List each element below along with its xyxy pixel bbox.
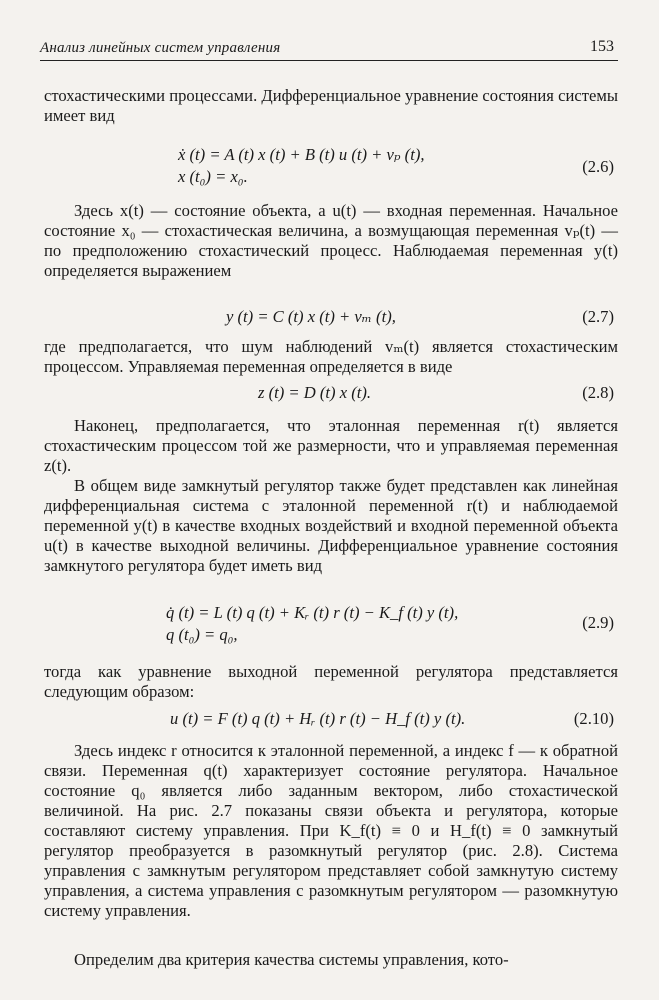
running-header [40, 38, 618, 61]
page-number: 153 [590, 38, 614, 55]
equation-line: u (t) = F (t) q (t) + Hᵣ (t) r (t) − H_f (t) y (t). [170, 709, 466, 728]
paragraph-text: стохастическими процессами. Дифференциальное уравнение состояния системы имеет вид [44, 86, 618, 125]
paragraph-5 [44, 476, 618, 576]
equation-line: ẋ (t) = A (t) x (t) + B (t) u (t) + vₚ (t), [178, 145, 425, 164]
equation-2-10 [44, 708, 618, 730]
equation-number: (2.9) [582, 613, 614, 632]
equation-number: (2.10) [573, 709, 614, 728]
paragraph-text: где предполагается, что шум наблюдений vₘ(t) является стохастическим процессом. Управляемая переменная определяется в виде [44, 337, 618, 376]
header-title: Анализ линейных систем управления [40, 40, 281, 56]
equation-number: (2.6) [582, 157, 614, 176]
equation-line: y (t) = C (t) x (t) + vₘ (t), [226, 307, 396, 326]
equation-2-9 [44, 602, 618, 648]
equation-2-7 [44, 306, 618, 328]
paragraph-3 [44, 337, 618, 377]
paragraph-7 [44, 741, 618, 921]
paragraph-text: тогда как уравнение выходной переменной регулятора представляется следующим образом: [44, 662, 618, 701]
paragraph-text: Здесь индекс r относится к эталонной переменной, а индекс f — к обратной связи. Переменная q(t) характеризует состояние регулятора. Начальное состояние q₀ является либо заданным вектором, либо стохастической величиной. На рис. 2.7 показаны связи объекта и регулятора, которые составляют систему управления. При K_f(t) ≡ 0 и H_f(t) ≡ 0 замкнутый регулятор преобразуется в разомкнутый регулятор (рис. 2.8). Система управления с замкнутым регулятором представляет собой замкнутую систему управления, а система управления с разомкнутым регулятором — разомкнутую систему управления. [44, 741, 618, 920]
equation-number: (2.8) [582, 383, 614, 402]
paragraph-8 [44, 950, 618, 970]
equation-line: z (t) = D (t) x (t). [258, 383, 372, 402]
paragraph-2 [44, 201, 618, 281]
paragraph-text: Здесь x(t) — состояние объекта, а u(t) — входная переменная. Начальное состояние x₀ — стохастическая величина, а возмущающая переменная vₚ(t) — по предположению стохастический процесс. Наблюдаемая переменная y(t) определяется выражением [44, 201, 618, 280]
equation-2-6 [44, 144, 618, 192]
paragraph-text: В общем виде замкнутый регулятор также будет представлен как линейная дифференциальная система с эталонной переменной r(t) и наблюдаемой переменной y(t) в качестве входных воздействий и входной переменной объекта u(t) в качестве выходной величины. Дифференциальное уравнение состояния замкнутого регулятора будет иметь вид [44, 476, 618, 575]
paragraph-6 [44, 662, 618, 702]
equation-line: x (t₀) = x₀. [178, 167, 248, 186]
equation-number: (2.7) [582, 307, 614, 326]
paragraph-4 [44, 416, 618, 476]
equation-2-8 [44, 382, 618, 404]
paragraph-text: Определим два критерия качества системы управления, кото- [74, 950, 509, 969]
paragraph-text: Наконец, предполагается, что эталонная переменная r(t) является стохастическим процессом той же размерности, что и управляемая переменная z(t). [44, 416, 618, 475]
equation-line: q (t₀) = q₀, [166, 625, 238, 644]
equation-line: q̇ (t) = L (t) q (t) + Kᵣ (t) r (t) − K_f (t) y (t), [166, 603, 459, 622]
paragraph-1 [44, 86, 618, 126]
